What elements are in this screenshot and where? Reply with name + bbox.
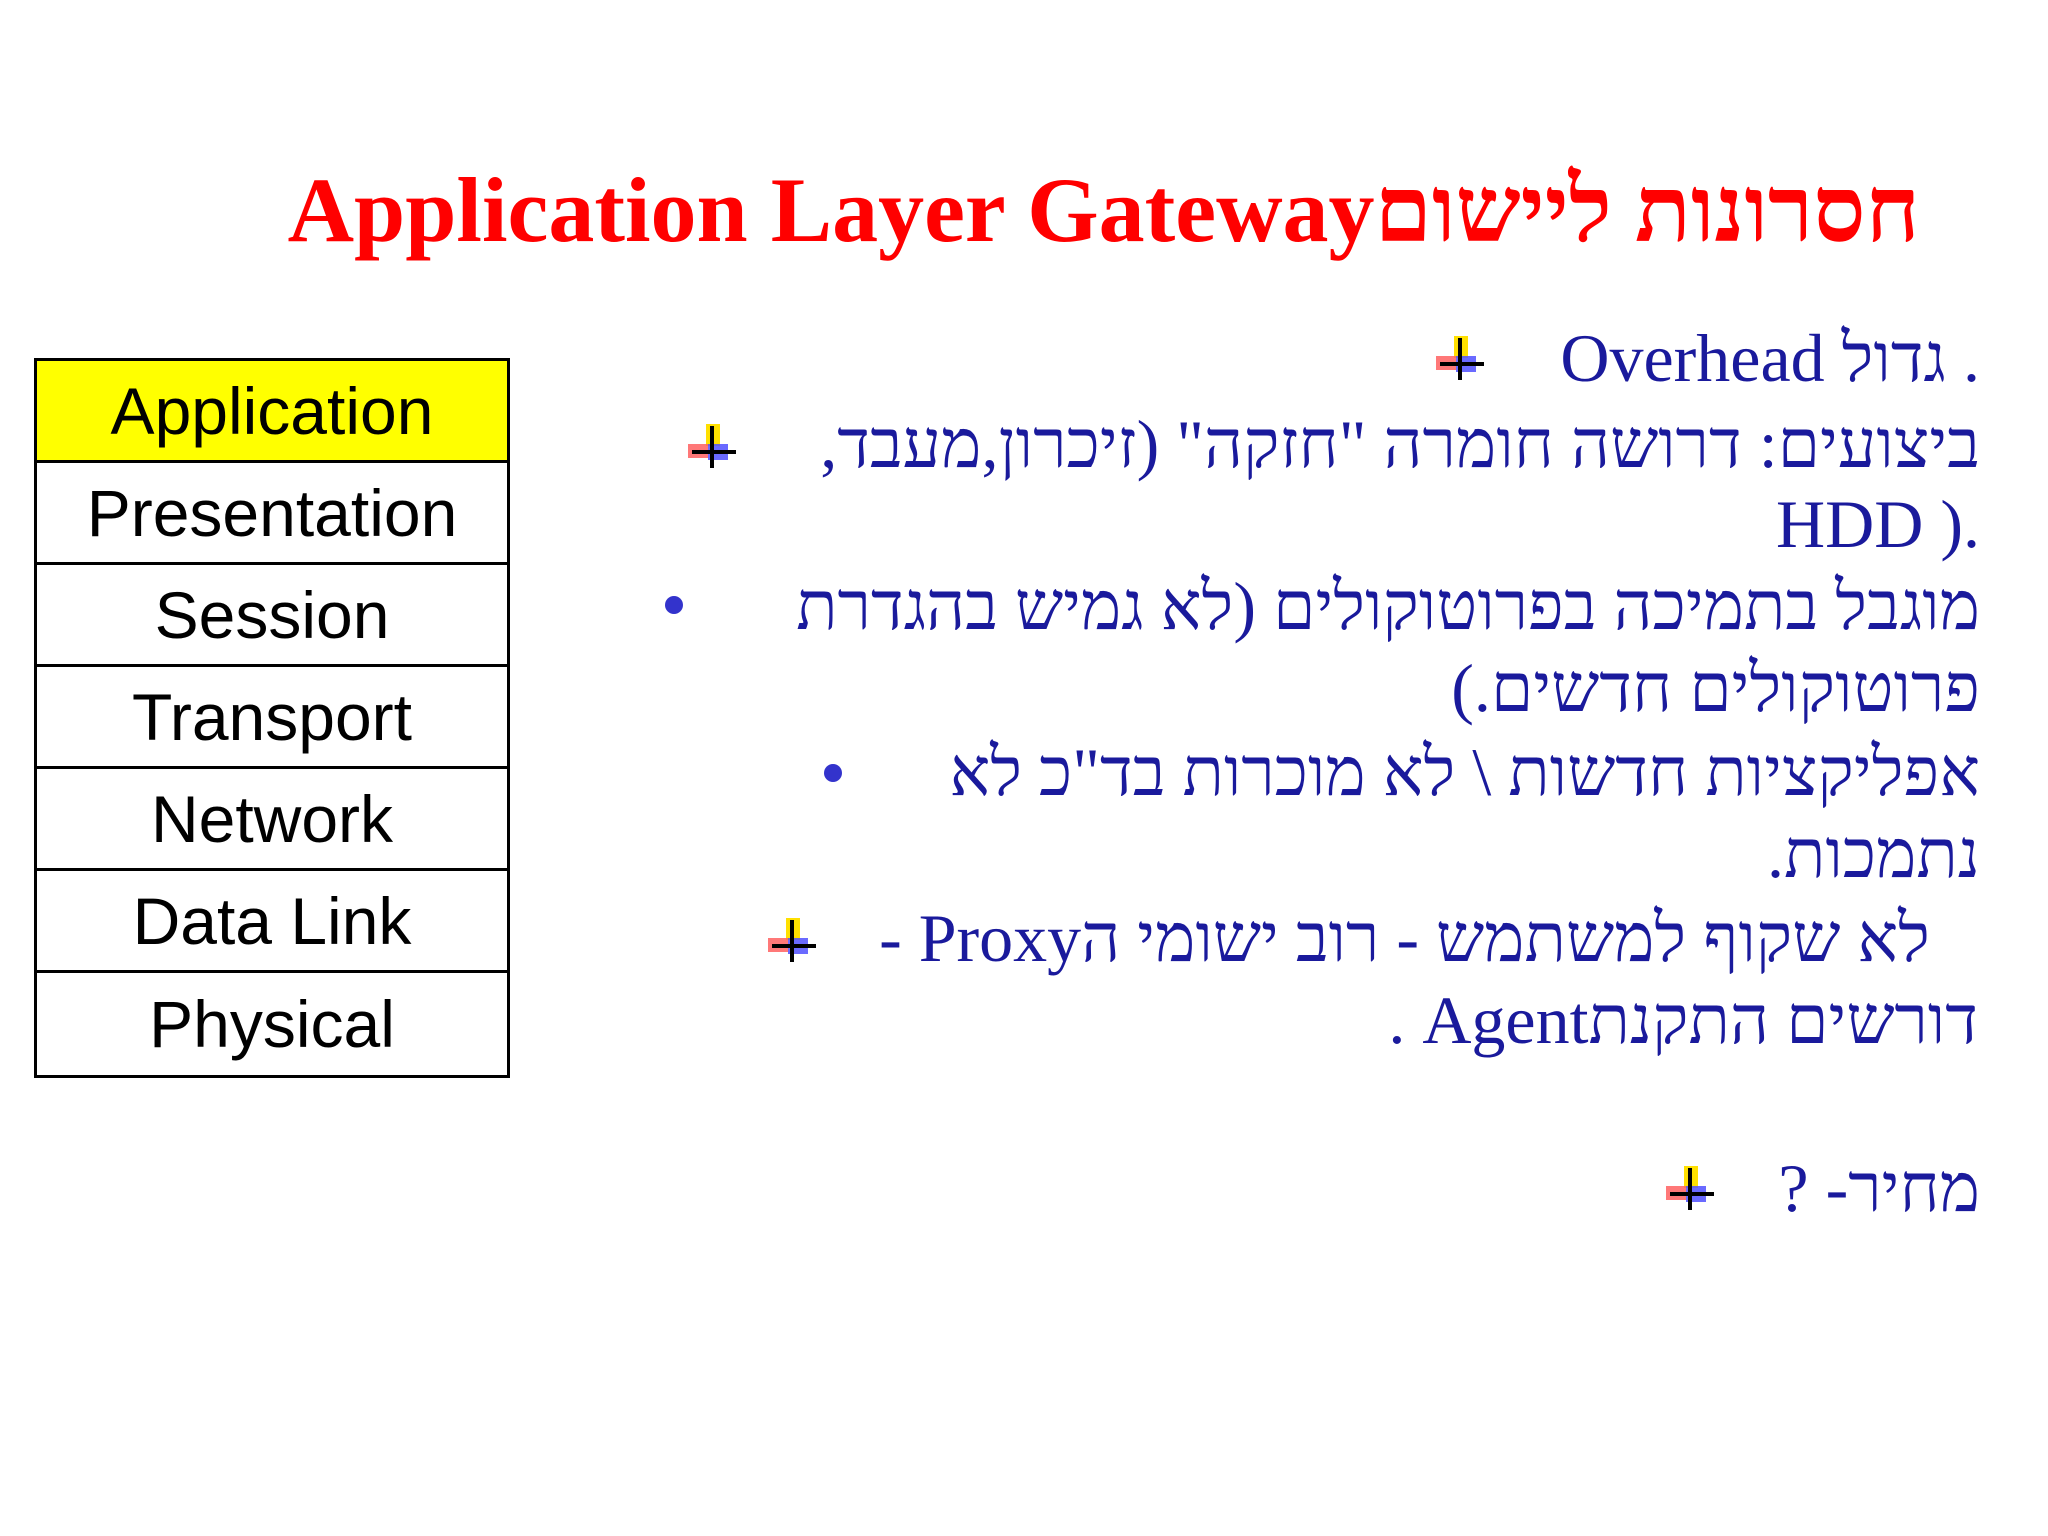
bullet-overhead-text: Overhead גדול .	[1560, 320, 1980, 396]
osi-layer-stack	[34, 358, 510, 1078]
bullet-protocol-support-text-cont: פרוטוקולים חדשים.)	[1451, 650, 1980, 726]
osi-layer-physical: Physical	[149, 987, 395, 1061]
plus-bullet-icon	[764, 912, 820, 968]
bullet-price-text: מחיר- ?	[1778, 1150, 1980, 1226]
osi-layer-presentation: Presentation	[37, 463, 507, 565]
bullet-protocol-support-text: מוגבל בתמיכה בפרוטוקולים (לא גמיש בהגדרת	[796, 568, 1980, 644]
plus-bullet-icon	[1662, 1160, 1718, 1216]
osi-layer-application: Application	[37, 361, 507, 463]
osi-layer-transport: Transport	[37, 667, 507, 769]
osi-layer-network: Network	[37, 769, 507, 871]
osi-layer-session: Session	[37, 565, 507, 667]
osi-layer-data-link: Data Link	[37, 871, 507, 973]
bullet-new-apps-text: אפליקציות חדשות \ לא מוכרות בד"כ לא	[949, 734, 1980, 810]
plus-bullet-icon	[1432, 330, 1488, 386]
bullet-performance-text: ביצועים: דרושה חומרה "חזקה" (זיכרון,מעבד,	[820, 406, 1980, 482]
plus-bullet-icon	[684, 418, 740, 474]
bullet-performance-text-cont: HDD ).	[1776, 486, 1980, 562]
dot-bullet-icon	[824, 764, 842, 782]
bullet-transparency-text: לא שקוף למשתמש - רוב ישומי הProxy -	[879, 900, 1930, 976]
slide-title: חסרונות ליישוםApplication Layer Gateway	[287, 159, 1920, 261]
dot-bullet-icon	[665, 596, 683, 614]
bullet-new-apps-text-cont: נתמכות.	[1767, 816, 1980, 892]
bullet-transparency-text-cont: דורשים התקנתAgent .	[1388, 982, 1978, 1058]
